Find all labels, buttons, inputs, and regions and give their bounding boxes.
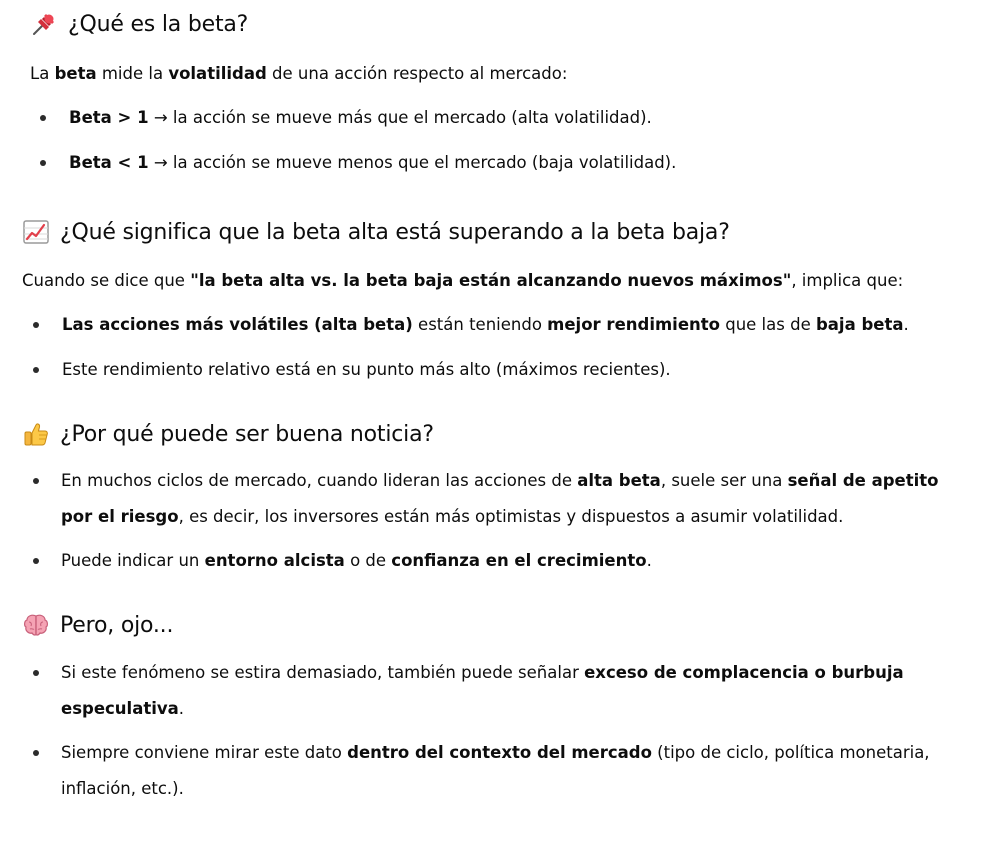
- list-item: [0, 352, 998, 388]
- item-text: .: [903, 315, 909, 334]
- item-text: o de: [344, 551, 392, 570]
- item-text: → la acción se mueve menos que el mercado (baja volatilidad).: [148, 153, 677, 172]
- item-bold: por el riesgo: [61, 507, 179, 526]
- item-bold: señal de apetito: [787, 471, 939, 490]
- section-heading-que-es-la-beta: [30, 10, 248, 38]
- item-text: , suele ser una: [660, 471, 788, 490]
- list-item: [0, 543, 998, 579]
- bullet: [40, 160, 46, 166]
- item-bold: especulativa: [61, 699, 179, 718]
- intro-text: mide la: [96, 64, 169, 83]
- item-bold: Las acciones más volátiles (alta beta): [62, 315, 413, 334]
- item-text: En muchos ciclos de mercado, cuando lideran las acciones de: [61, 471, 578, 490]
- item-bold: Beta > 1: [69, 108, 149, 127]
- item-text: Si este fenómeno se estira demasiado, también puede señalar: [61, 663, 585, 682]
- list-item: [0, 655, 998, 727]
- section-heading-pero-ojo: [22, 611, 173, 639]
- section-intro: [22, 269, 903, 293]
- section-intro: [30, 62, 567, 86]
- bullet: [40, 115, 46, 121]
- list-item: [0, 735, 998, 807]
- item-text: , es decir, los inversores están más optimistas y dispuestos a asumir volatilidad.: [178, 507, 844, 526]
- item-text: .: [646, 551, 652, 570]
- intro-bold: beta: [54, 64, 97, 83]
- item-text: Este rendimiento relativo está en su punto más alto (máximos recientes).: [62, 360, 671, 379]
- bullet: [33, 558, 39, 564]
- item-bold: mejor rendimiento: [547, 315, 720, 334]
- bullet: [33, 367, 39, 373]
- section-heading-que-significa: [22, 218, 730, 246]
- item-bold: dentro del contexto del mercado: [347, 743, 652, 762]
- list-item: [0, 145, 998, 181]
- item-bold: confianza en el crecimiento: [391, 551, 647, 570]
- intro-bold: volatilidad: [168, 64, 267, 83]
- item-bold: Beta < 1: [69, 153, 149, 172]
- section-title: ¿Qué es la beta?: [68, 11, 249, 37]
- bullet: [33, 670, 39, 676]
- item-bold: entorno alcista: [204, 551, 345, 570]
- item-text: .: [178, 699, 185, 718]
- item-text: (tipo de ciclo, política monetaria,: [651, 743, 930, 762]
- section-title: ¿Por qué puede ser buena noticia?: [60, 421, 434, 447]
- item-bold: exceso de complacencia o burbuja: [584, 663, 904, 682]
- section-title: Pero, ojo...: [60, 612, 174, 638]
- section-heading-por-que-buena-noticia: [22, 420, 434, 448]
- item-bold: alta beta: [577, 471, 661, 490]
- item-text: → la acción se mueve más que el mercado (alta volatilidad).: [148, 108, 652, 127]
- item-text: están teniendo: [412, 315, 548, 334]
- intro-text: de una acción respecto al mercado:: [266, 64, 568, 83]
- intro-text: La: [30, 64, 55, 83]
- list-item: [0, 463, 998, 535]
- intro-bold: "la beta alta vs. la beta baja están alcanzando nuevos máximos": [190, 271, 792, 290]
- item-text: Puede indicar un: [61, 551, 205, 570]
- item-text: que las de: [719, 315, 816, 334]
- bullet: [33, 750, 39, 756]
- section-title: ¿Qué significa que la beta alta está superando a la beta baja?: [60, 219, 730, 245]
- chart-increasing-icon: [22, 218, 50, 246]
- item-text: Siempre conviene mirar este dato: [61, 743, 348, 762]
- list-item: [0, 100, 998, 136]
- intro-text: , implica que:: [791, 271, 904, 290]
- list-item: [0, 307, 998, 343]
- item-text: inflación, etc.).: [61, 779, 184, 798]
- pushpin-icon: [30, 10, 58, 38]
- thumbs-up-icon: [22, 420, 50, 448]
- intro-text: Cuando se dice que: [22, 271, 191, 290]
- item-bold: baja beta: [815, 315, 904, 334]
- brain-icon: [22, 611, 50, 639]
- bullet: [33, 478, 39, 484]
- bullet: [33, 322, 39, 328]
